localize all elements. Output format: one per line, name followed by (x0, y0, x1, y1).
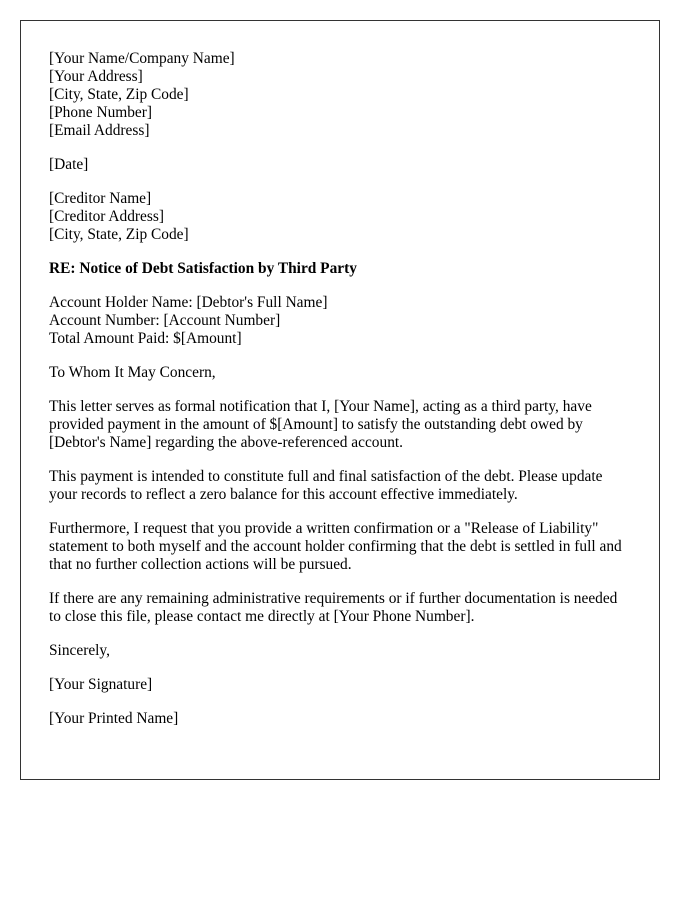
closing: Sincerely, (49, 642, 110, 659)
sender-city-state-zip: [City, State, Zip Code] (49, 86, 189, 103)
body-paragraph-3: Furthermore, I request that you provide a written confirmation or a "Release of Liability" statement to both myself and the account holder confirming that the debt is settled in full and that no further collection actions will be pursued. (49, 520, 622, 573)
sender-block (49, 50, 631, 140)
letter-date: [Date] (49, 156, 89, 173)
recipient-city-state-zip: [City, State, Zip Code] (49, 226, 189, 243)
recipient-name: [Creditor Name] (49, 190, 152, 207)
sender-phone: [Phone Number] (49, 104, 153, 121)
account-amount: Total Amount Paid: $[Amount] (49, 330, 242, 347)
recipient-address: [Creditor Address] (49, 208, 164, 225)
letter-page (20, 20, 660, 780)
body-paragraph-2: This payment is intended to constitute full and final satisfaction of the debt. Please update your records to reflect a zero balance for this account effective immediately. (49, 468, 603, 503)
body-paragraph-1: This letter serves as formal notification that I, [Your Name], acting as a third party, have provided payment in the amount of $[Amount] to satisfy the outstanding debt owed by [Debtor's Name] regarding the above-referenced account. (49, 398, 592, 451)
account-number: Account Number: [Account Number] (49, 312, 281, 329)
salutation: To Whom It May Concern, (49, 364, 216, 381)
account-holder: Account Holder Name: [Debtor's Full Name] (49, 294, 328, 311)
recipient-block (49, 190, 631, 244)
sender-email: [Email Address] (49, 122, 150, 139)
date-block (49, 156, 631, 174)
printed-name: [Your Printed Name] (49, 710, 179, 727)
account-block (49, 294, 631, 348)
subject-line: RE: Notice of Debt Satisfaction by Third Party (49, 260, 357, 277)
sender-name: [Your Name/Company Name] (49, 50, 235, 67)
sender-address: [Your Address] (49, 68, 143, 85)
body-paragraph-4: If there are any remaining administrative requirements or if further documentation is needed to close this file, please contact me directly at [Your Phone Number]. (49, 590, 618, 625)
signature: [Your Signature] (49, 676, 153, 693)
